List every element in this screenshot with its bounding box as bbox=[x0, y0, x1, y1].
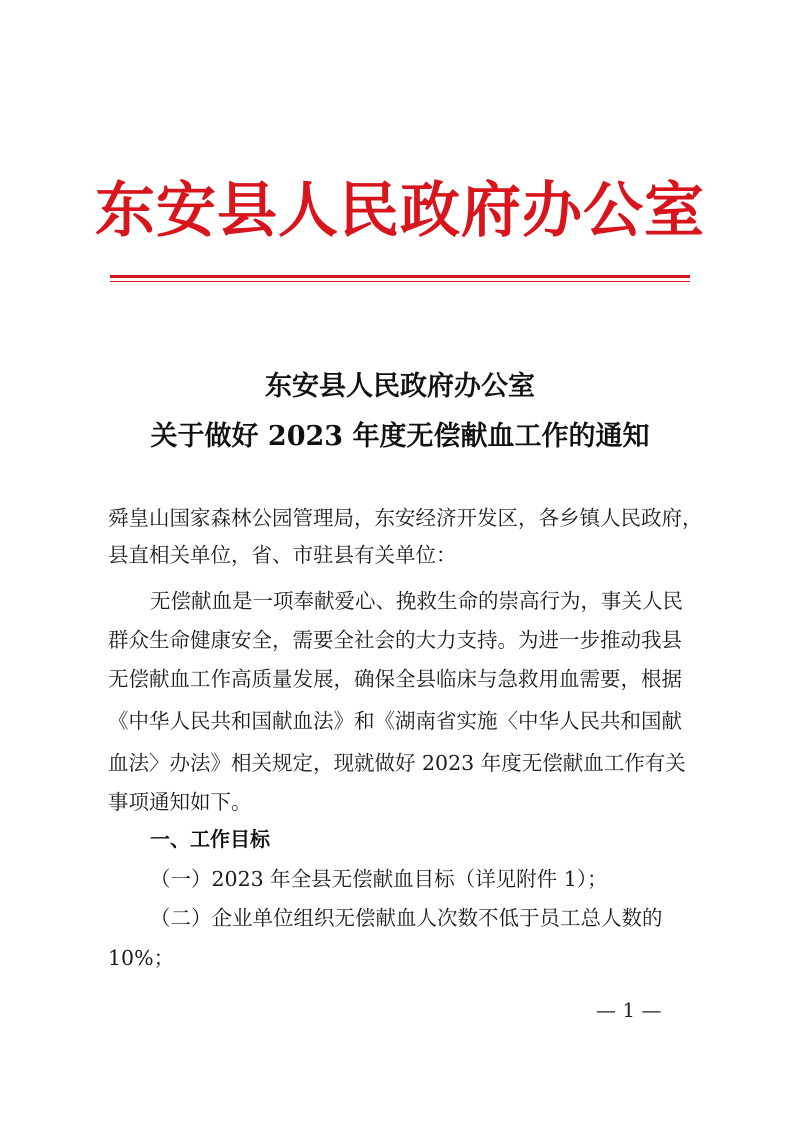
section-heading-work-goals: 一、工作目标 bbox=[150, 827, 270, 851]
red-masthead: 东安县人民政府办公室 bbox=[95, 176, 705, 246]
recipients-line2: 县直相关单位，省、市驻县有关单位： bbox=[108, 543, 457, 567]
intro-paragraph-line3: 无偿献血工作高质量发展，确保全县临床与急救用血需要，根据 bbox=[108, 667, 682, 691]
document-title-line1: 东安县人民政府办公室 bbox=[265, 371, 535, 402]
intro-paragraph-line6: 事项通知如下。 bbox=[108, 790, 252, 814]
masthead-rule-thin bbox=[110, 281, 690, 282]
goal-item-2-line2: 10%； bbox=[108, 946, 175, 970]
masthead-rule-thick bbox=[110, 275, 690, 278]
page-number: — 1 — bbox=[596, 998, 662, 1022]
goal-item-2-line1: （二）企业单位组织无偿献血人次数不低于员工总人数的 bbox=[150, 906, 663, 930]
intro-paragraph-line4: 《中华人民共和国献血法》和《湖南省实施〈中华人民共和国献 bbox=[108, 709, 682, 733]
intro-paragraph-line1: 无偿献血是一项奉献爱心、挽救生命的崇高行为，事关人民 bbox=[150, 589, 683, 613]
recipients-line1: 舜皇山国家森林公园管理局，东安经济开发区，各乡镇人民政府， bbox=[108, 506, 703, 530]
goal-item-1: （一）2023 年全县无偿献血目标（详见附件 1）； bbox=[150, 867, 608, 891]
intro-paragraph-line5: 血法〉办法》相关规定，现就做好 2023 年度无偿献血工作有关 bbox=[108, 751, 686, 775]
document-title-line2: 关于做好 2023 年度无偿献血工作的通知 bbox=[150, 421, 650, 452]
intro-paragraph-line2: 群众生命健康安全，需要全社会的大力支持。为进一步推动我县 bbox=[108, 628, 682, 652]
